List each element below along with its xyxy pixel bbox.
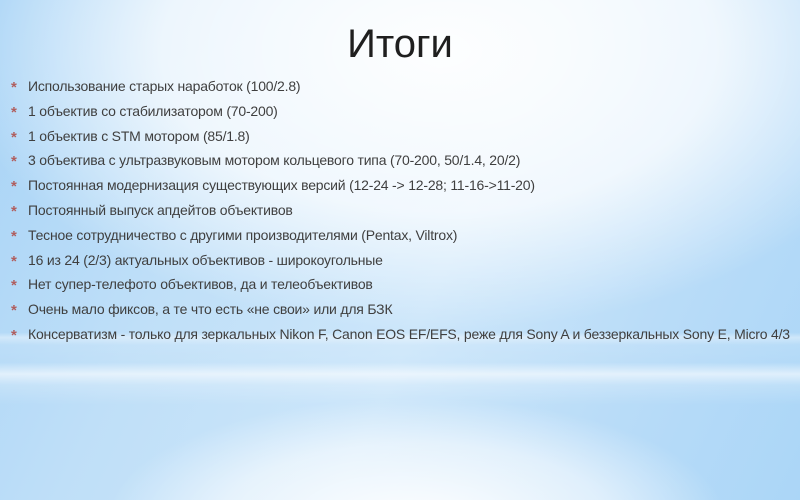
bullet-asterisk-icon: * [11,79,17,96]
list-item [11,323,794,348]
bullet-asterisk-icon: * [11,252,17,270]
bullet-text: Нет супер-телефото объективов, да и телеобъективов [28,276,373,293]
bullet-text: Тесное сотрудничество с другими производителями (Pentax, Viltrox) [28,226,458,243]
bullet-asterisk-icon: * [11,202,17,220]
bullet-asterisk-icon: * [11,302,17,320]
bullet-asterisk-icon: * [11,103,17,121]
list-item [11,75,794,100]
bullet-text: Постоянная модернизация существующих версий (12-24 -> 12-28; 11-16->11-20) [28,177,535,194]
bullet-text: 1 объектив с STM мотором (85/1.8) [28,127,250,144]
bullet-asterisk-icon: * [11,178,17,196]
list-item [11,224,794,249]
bullet-text: Использование старых наработок (100/2.8) [28,78,301,94]
list-item [11,298,794,323]
list-item [11,125,794,150]
bullet-list [0,75,800,348]
bullet-asterisk-icon: * [11,277,17,295]
list-item [11,174,794,199]
list-item [11,249,794,274]
list-item [11,100,794,125]
bullet-text: 16 из 24 (2/3) актуальных объективов - широкоугольные [28,251,383,268]
bullet-text: 1 объектив со стабилизатором (70-200) [28,102,278,119]
list-item [11,273,794,298]
list-item [11,199,794,224]
bullet-text: Очень мало фиксов, а те что есть «не свои» или для БЗК [28,301,393,318]
bullet-asterisk-icon: * [11,227,17,245]
bullet-text: 3 объектива с ультразвуковым мотором кольцевого типа (70-200, 50/1.4, 20/2) [28,152,521,169]
bullet-text: Консерватизм - только для зеркальных Nikon F, Canon EOS EF/EFS, реже для Sony A и беззеркальных Sony E, Micro 4/3 [28,325,790,342]
slide-title: Итоги [347,22,453,66]
bullet-asterisk-icon: * [11,326,17,344]
bullet-asterisk-icon: * [11,128,17,146]
list-item [11,149,794,174]
bullet-text: Постоянный выпуск апдейтов объективов [28,201,293,218]
bullet-asterisk-icon: * [11,153,17,171]
